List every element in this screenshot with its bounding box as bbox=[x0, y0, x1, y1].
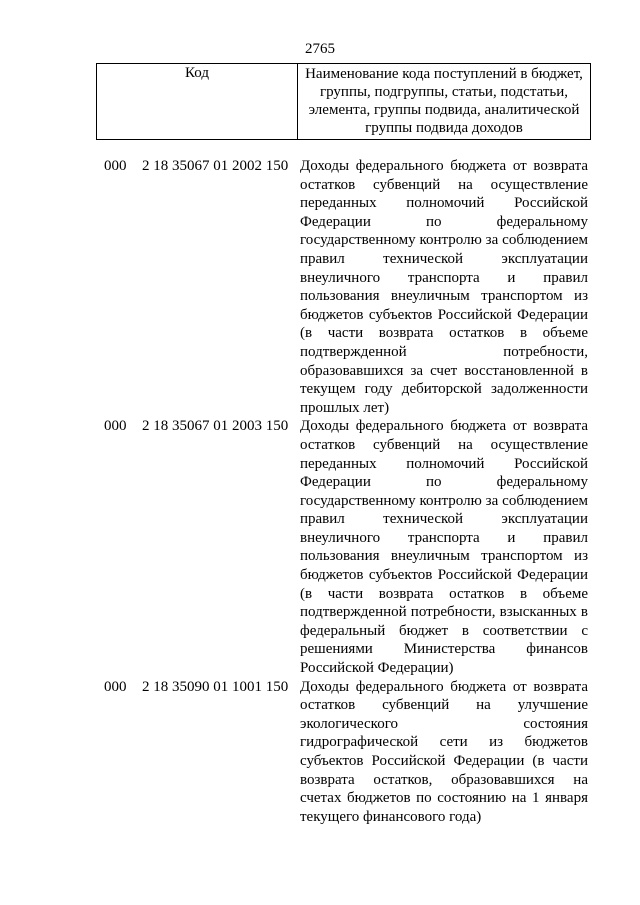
admin-code: 000 bbox=[104, 678, 127, 695]
page-number: 2765 bbox=[305, 41, 335, 57]
table-row bbox=[96, 678, 591, 827]
revenue-description: Доходы федерального бюджета от возврата остатков субвенций на осуществление переданных полномочий Российской Федерации по федеральному государственному контролю за соблюдением правил технической эксплуатации внеуличного транспорта и правил пользования внеуличным транспортом из бюджетов субъектов Российской Федерации (в части возврата остатков в объеме подтвержденной потребности, образовавшихся за счет восстановленной в текущем году дебиторской задолженности прошлых лет) bbox=[300, 158, 588, 416]
header-table bbox=[96, 63, 591, 140]
revenue-code: 2 18 35067 01 2003 150 bbox=[142, 418, 289, 435]
header-row bbox=[97, 64, 591, 140]
header-name-cell: Наименование кода поступлений в бюджет, группы, подгруппы, статьи, подстатьи, элемента, группы подвида, аналитической группы подвида доходов bbox=[298, 64, 591, 140]
revenue-codes-list bbox=[96, 157, 591, 826]
admin-code: 000 bbox=[104, 158, 127, 174]
revenue-description: Доходы федерального бюджета от возврата остатков субвенций на улучшение экологического состояния гидрографической сети из бюджетов субъектов Российской Федерации (в части возврата остатков, образовавшихся на счетах бюджетов по состоянию на 1 января текущего финансового года) bbox=[300, 678, 588, 825]
header-code-cell: Код bbox=[97, 64, 298, 140]
admin-code: 000 bbox=[104, 418, 127, 435]
revenue-code: 2 18 35090 01 1001 150 bbox=[142, 678, 289, 695]
table-row bbox=[96, 417, 591, 677]
table-row bbox=[96, 157, 591, 417]
revenue-description: Доходы федерального бюджета от возврата остатков субвенций на осуществление переданных полномочий Российской Федерации по федеральному государственному контролю за соблюдением правил технической эксплуатации внеуличного транспорта и правил пользования внеуличным транспортом из бюджетов субъектов Российской Федерации (в части возврата остатков в объеме подтвержденной потребности, взысканных в федеральный бюджет в соответствии с решениями Министерства финансов Российской Федерации) bbox=[300, 418, 588, 677]
revenue-code: 2 18 35067 01 2002 150 bbox=[142, 158, 289, 174]
